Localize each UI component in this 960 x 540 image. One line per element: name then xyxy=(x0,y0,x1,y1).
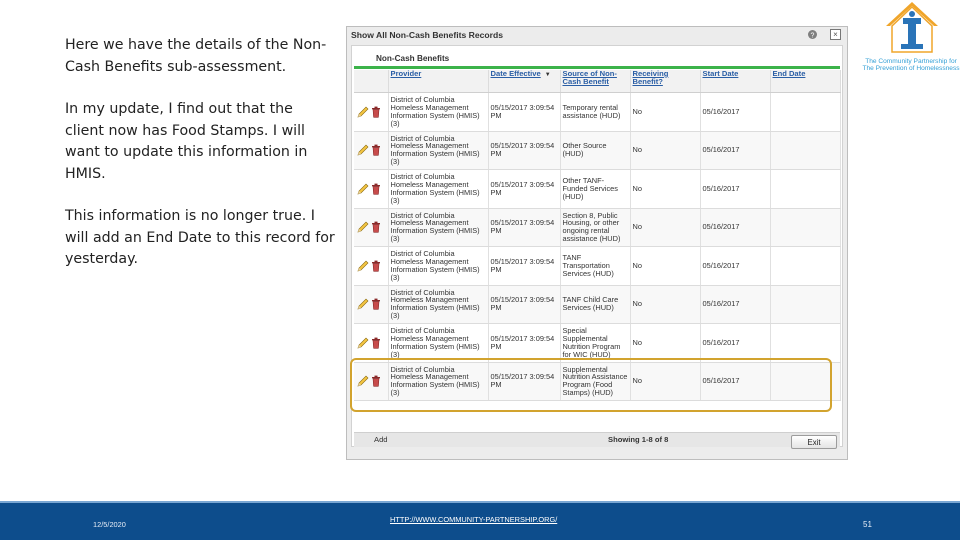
trash-icon[interactable] xyxy=(371,144,381,156)
cell-start-date: 05/16/2017 xyxy=(700,324,770,363)
cell-source: Temporary rental assistance (HUD) xyxy=(560,93,630,132)
col-end-date[interactable]: End Date xyxy=(770,70,840,93)
cell-start-date: 05/16/2017 xyxy=(700,285,770,324)
cell-end-date xyxy=(770,324,840,363)
table-header-row xyxy=(354,70,840,93)
row-actions xyxy=(354,93,388,132)
trash-icon[interactable] xyxy=(371,298,381,310)
cell-source: Section 8, Public Housing, or other ongoing rental assistance (HUD) xyxy=(560,208,630,247)
row-actions xyxy=(354,170,388,209)
cell-receiving: No xyxy=(630,131,700,170)
add-button[interactable]: Add xyxy=(374,435,388,444)
cell-provider: District of Columbia Homeless Management Information System (HMIS) (3) xyxy=(388,362,488,401)
cell-date-effective: 05/15/2017 3:09:54 PM xyxy=(488,93,560,132)
cell-provider: District of Columbia Homeless Management Information System (HMIS) (3) xyxy=(388,131,488,170)
cell-start-date: 05/16/2017 xyxy=(700,208,770,247)
trash-icon[interactable] xyxy=(371,337,381,349)
cell-start-date: 05/16/2017 xyxy=(700,131,770,170)
exit-button[interactable]: Exit xyxy=(791,435,837,449)
cell-date-effective: 05/15/2017 3:09:54 PM xyxy=(488,324,560,363)
cell-date-effective: 05/15/2017 3:09:54 PM xyxy=(488,247,560,286)
trash-icon[interactable] xyxy=(371,183,381,195)
cell-end-date xyxy=(770,131,840,170)
table-row[interactable] xyxy=(354,170,840,209)
paragraph-1: Here we have the details of the Non-Cash Benefits sub-assessment. xyxy=(65,37,327,75)
window-title: Show All Non-Cash Benefits Records xyxy=(351,30,504,40)
row-actions xyxy=(354,247,388,286)
cell-start-date: 05/16/2017 xyxy=(700,170,770,209)
pencil-icon[interactable] xyxy=(356,143,370,157)
footer-url[interactable]: HTTP://WWW.COMMUNITY-PARTNERSHIP.ORG/ xyxy=(390,515,558,524)
svg-text:?: ? xyxy=(810,32,815,40)
window-controls xyxy=(807,29,841,40)
cell-date-effective: 05/15/2017 3:09:54 PM xyxy=(488,131,560,170)
cell-end-date xyxy=(770,247,840,286)
row-actions xyxy=(354,208,388,247)
cell-provider: District of Columbia Homeless Management Information System (HMIS) (3) xyxy=(388,208,488,247)
footer-date: 12/5/2020 xyxy=(93,520,126,529)
paragraph-3: This information is no longer true. I will add an End Date to this record for yesterday. xyxy=(65,208,335,267)
records-table xyxy=(354,70,841,401)
footer-bar xyxy=(0,503,960,540)
table-row[interactable] xyxy=(354,93,840,132)
table-row[interactable] xyxy=(354,285,840,324)
cell-start-date: 05/16/2017 xyxy=(700,362,770,401)
trash-icon[interactable] xyxy=(371,260,381,272)
cell-source: Other Source (HUD) xyxy=(560,131,630,170)
cell-date-effective: 05/15/2017 3:09:54 PM xyxy=(488,362,560,401)
table-row[interactable] xyxy=(354,131,840,170)
pencil-icon[interactable] xyxy=(356,220,370,234)
cell-receiving: No xyxy=(630,208,700,247)
logo-text: The Community Partnership for The Prevention of Homelessness xyxy=(862,58,960,73)
cell-date-effective: 05/15/2017 3:09:54 PM xyxy=(488,285,560,324)
panel-title: Non-Cash Benefits xyxy=(376,54,450,63)
paragraph-2: In my update, I find out that the client now has Food Stamps. I will want to update this information in HMIS. xyxy=(65,101,308,182)
pencil-icon[interactable] xyxy=(356,259,370,273)
pencil-icon[interactable] xyxy=(356,297,370,311)
col-date-effective-label[interactable]: Date Effective xyxy=(490,69,541,78)
col-provider[interactable]: Provider xyxy=(388,70,488,93)
cell-end-date xyxy=(770,170,840,209)
cell-receiving: No xyxy=(630,324,700,363)
col-actions xyxy=(354,70,388,93)
cell-provider: District of Columbia Homeless Management Information System (HMIS) (3) xyxy=(388,285,488,324)
table-row[interactable] xyxy=(354,247,840,286)
help-icon[interactable] xyxy=(807,29,818,40)
cell-receiving: No xyxy=(630,285,700,324)
cell-date-effective: 05/15/2017 3:09:54 PM xyxy=(488,208,560,247)
cell-end-date xyxy=(770,208,840,247)
table-row[interactable] xyxy=(354,324,840,363)
cell-provider: District of Columbia Homeless Management Information System (HMIS) (3) xyxy=(388,170,488,209)
pencil-icon[interactable] xyxy=(356,105,370,119)
sort-desc-icon: ▼ xyxy=(544,72,551,78)
cell-provider: District of Columbia Homeless Management Information System (HMIS) (3) xyxy=(388,324,488,363)
cell-receiving: No xyxy=(630,247,700,286)
record-count: Showing 1-8 of 8 xyxy=(608,435,669,444)
close-icon[interactable]: × xyxy=(830,29,841,40)
col-date-effective[interactable] xyxy=(488,70,560,93)
col-start-date[interactable]: Start Date xyxy=(700,70,770,93)
cell-start-date: 05/16/2017 xyxy=(700,247,770,286)
cell-source: TANF Child Care Services (HUD) xyxy=(560,285,630,324)
table-row[interactable] xyxy=(354,208,840,247)
col-receiving[interactable]: Receiving Benefit? xyxy=(630,70,700,93)
cell-date-effective: 05/15/2017 3:09:54 PM xyxy=(488,170,560,209)
cell-receiving: No xyxy=(630,362,700,401)
row-actions xyxy=(354,285,388,324)
row-actions xyxy=(354,324,388,363)
cell-source: Other TANF-Funded Services (HUD) xyxy=(560,170,630,209)
cell-end-date xyxy=(770,93,840,132)
cell-source: Supplemental Nutrition Assistance Program (Food Stamps) (HUD) xyxy=(560,362,630,401)
cell-source: TANF Transportation Services (HUD) xyxy=(560,247,630,286)
cell-receiving: No xyxy=(630,93,700,132)
cell-source: Special Supplemental Nutrition Program for WIC (HUD) xyxy=(560,324,630,363)
row-actions xyxy=(354,131,388,170)
page-number: 51 xyxy=(863,520,872,529)
cell-start-date: 05/16/2017 xyxy=(700,93,770,132)
row-highlight xyxy=(350,358,832,412)
pencil-icon[interactable] xyxy=(356,182,370,196)
cell-provider: District of Columbia Homeless Management Information System (HMIS) (3) xyxy=(388,93,488,132)
table-footer xyxy=(354,432,840,447)
trash-icon[interactable] xyxy=(371,221,381,233)
trash-icon[interactable] xyxy=(371,106,381,118)
slide-text xyxy=(65,35,335,292)
cell-provider: District of Columbia Homeless Management Information System (HMIS) (3) xyxy=(388,247,488,286)
cell-end-date xyxy=(770,285,840,324)
cell-receiving: No xyxy=(630,170,700,209)
pencil-icon[interactable] xyxy=(356,336,370,350)
col-source[interactable]: Source of Non-Cash Benefit xyxy=(560,70,630,93)
